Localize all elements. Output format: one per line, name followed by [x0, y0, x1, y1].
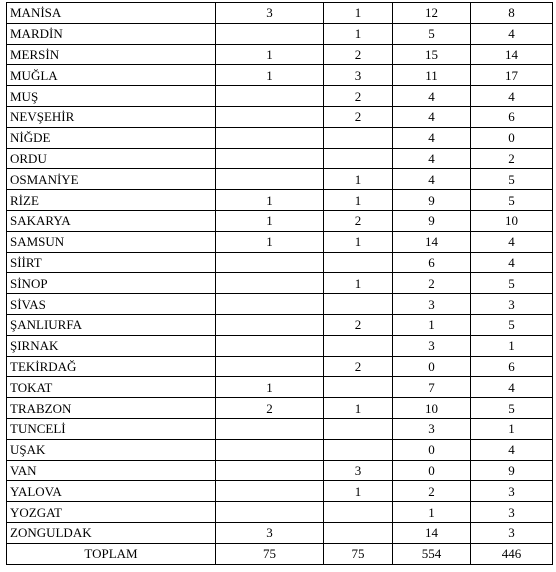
value-cell-4: 10 [471, 210, 553, 231]
value-cell-2: 2 [324, 86, 393, 107]
table-row [7, 148, 553, 169]
table-row [7, 335, 553, 356]
value-cell-2 [324, 439, 393, 460]
value-cell-3: 4 [393, 169, 471, 190]
value-cell-3: 3 [393, 294, 471, 315]
table-row [7, 86, 553, 107]
value-cell-4: 4 [471, 377, 553, 398]
table-row [7, 502, 553, 523]
value-cell-1: 1 [216, 65, 324, 86]
table-row [7, 460, 553, 481]
value-cell-1 [216, 86, 324, 107]
province-name: MUĞLA [7, 65, 216, 86]
province-name: SİNOP [7, 273, 216, 294]
value-cell-2: 3 [324, 65, 393, 86]
province-table [6, 2, 553, 565]
total-row [7, 543, 553, 564]
total-cell-1: 75 [216, 543, 324, 564]
value-cell-1: 3 [216, 522, 324, 543]
value-cell-4: 2 [471, 148, 553, 169]
value-cell-1 [216, 356, 324, 377]
value-cell-4: 5 [471, 314, 553, 335]
value-cell-1 [216, 252, 324, 273]
value-cell-1 [216, 314, 324, 335]
value-cell-3: 14 [393, 522, 471, 543]
province-name: MUŞ [7, 86, 216, 107]
table-row [7, 252, 553, 273]
value-cell-2 [324, 127, 393, 148]
table-row [7, 294, 553, 315]
table-row [7, 169, 553, 190]
value-cell-2 [324, 294, 393, 315]
table-row [7, 481, 553, 502]
value-cell-1 [216, 23, 324, 44]
value-cell-3: 15 [393, 44, 471, 65]
value-cell-1 [216, 148, 324, 169]
value-cell-3: 1 [393, 314, 471, 335]
table-body [7, 3, 553, 565]
total-cell-3: 554 [393, 543, 471, 564]
value-cell-2: 1 [324, 23, 393, 44]
table-row [7, 65, 553, 86]
province-name: ŞANLIURFA [7, 314, 216, 335]
table-row [7, 106, 553, 127]
value-cell-1: 1 [216, 377, 324, 398]
value-cell-1 [216, 294, 324, 315]
table-row [7, 314, 553, 335]
value-cell-4: 6 [471, 356, 553, 377]
value-cell-3: 9 [393, 210, 471, 231]
table-row [7, 356, 553, 377]
value-cell-2: 2 [324, 314, 393, 335]
value-cell-2 [324, 418, 393, 439]
value-cell-2: 1 [324, 398, 393, 419]
value-cell-1 [216, 418, 324, 439]
value-cell-3: 11 [393, 65, 471, 86]
value-cell-2: 2 [324, 356, 393, 377]
value-cell-4: 5 [471, 398, 553, 419]
table-row [7, 190, 553, 211]
value-cell-1: 3 [216, 3, 324, 24]
province-name: MANİSA [7, 3, 216, 24]
value-cell-3: 12 [393, 3, 471, 24]
total-cell-4: 446 [471, 543, 553, 564]
value-cell-1 [216, 439, 324, 460]
province-name: ORDU [7, 148, 216, 169]
value-cell-1 [216, 460, 324, 481]
value-cell-1 [216, 502, 324, 523]
table-row [7, 23, 553, 44]
province-name: SİİRT [7, 252, 216, 273]
value-cell-3: 2 [393, 273, 471, 294]
value-cell-3: 1 [393, 502, 471, 523]
value-cell-2 [324, 148, 393, 169]
value-cell-4: 9 [471, 460, 553, 481]
table-row [7, 3, 553, 24]
province-name: MARDİN [7, 23, 216, 44]
value-cell-3: 3 [393, 335, 471, 356]
table-row [7, 127, 553, 148]
value-cell-2 [324, 377, 393, 398]
value-cell-1 [216, 169, 324, 190]
value-cell-2 [324, 335, 393, 356]
value-cell-2: 2 [324, 44, 393, 65]
value-cell-1 [216, 127, 324, 148]
value-cell-3: 2 [393, 481, 471, 502]
table-row [7, 398, 553, 419]
value-cell-1: 2 [216, 398, 324, 419]
value-cell-3: 5 [393, 23, 471, 44]
value-cell-4: 4 [471, 252, 553, 273]
value-cell-4: 4 [471, 86, 553, 107]
value-cell-2: 1 [324, 481, 393, 502]
table-row [7, 44, 553, 65]
value-cell-1: 1 [216, 231, 324, 252]
table-row [7, 273, 553, 294]
province-name: ŞIRNAK [7, 335, 216, 356]
value-cell-2: 2 [324, 106, 393, 127]
value-cell-4: 0 [471, 127, 553, 148]
province-name: NEVŞEHİR [7, 106, 216, 127]
value-cell-3: 4 [393, 148, 471, 169]
value-cell-1: 1 [216, 210, 324, 231]
value-cell-3: 0 [393, 356, 471, 377]
province-name: NİĞDE [7, 127, 216, 148]
table-row [7, 522, 553, 543]
value-cell-4: 3 [471, 294, 553, 315]
value-cell-4: 4 [471, 231, 553, 252]
value-cell-3: 9 [393, 190, 471, 211]
value-cell-3: 4 [393, 127, 471, 148]
value-cell-3: 0 [393, 439, 471, 460]
value-cell-4: 3 [471, 502, 553, 523]
value-cell-2 [324, 252, 393, 273]
value-cell-3: 14 [393, 231, 471, 252]
value-cell-2: 2 [324, 210, 393, 231]
province-name: SİVAS [7, 294, 216, 315]
province-name: YALOVA [7, 481, 216, 502]
value-cell-3: 7 [393, 377, 471, 398]
value-cell-3: 6 [393, 252, 471, 273]
value-cell-3: 10 [393, 398, 471, 419]
province-name: TUNCELİ [7, 418, 216, 439]
value-cell-2 [324, 502, 393, 523]
province-name: RİZE [7, 190, 216, 211]
province-name: MERSİN [7, 44, 216, 65]
value-cell-4: 14 [471, 44, 553, 65]
value-cell-4: 6 [471, 106, 553, 127]
value-cell-2 [324, 522, 393, 543]
province-name: TOKAT [7, 377, 216, 398]
value-cell-4: 4 [471, 23, 553, 44]
province-name: UŞAK [7, 439, 216, 460]
value-cell-4: 8 [471, 3, 553, 24]
value-cell-2: 1 [324, 3, 393, 24]
value-cell-4: 5 [471, 169, 553, 190]
value-cell-1 [216, 106, 324, 127]
value-cell-1 [216, 335, 324, 356]
table-wrapper [6, 2, 553, 565]
total-label: TOPLAM [7, 543, 216, 564]
value-cell-4: 17 [471, 65, 553, 86]
table-row [7, 377, 553, 398]
table-row [7, 418, 553, 439]
value-cell-4: 3 [471, 481, 553, 502]
value-cell-2: 1 [324, 273, 393, 294]
province-name: OSMANİYE [7, 169, 216, 190]
value-cell-1: 1 [216, 190, 324, 211]
value-cell-4: 4 [471, 439, 553, 460]
value-cell-4: 5 [471, 190, 553, 211]
total-cell-2: 75 [324, 543, 393, 564]
value-cell-1 [216, 273, 324, 294]
value-cell-4: 5 [471, 273, 553, 294]
province-name: VAN [7, 460, 216, 481]
value-cell-3: 4 [393, 106, 471, 127]
province-name: TEKİRDAĞ [7, 356, 216, 377]
value-cell-4: 1 [471, 418, 553, 439]
value-cell-4: 3 [471, 522, 553, 543]
table-row [7, 210, 553, 231]
value-cell-1 [216, 481, 324, 502]
province-name: SAKARYA [7, 210, 216, 231]
table-row [7, 439, 553, 460]
province-name: YOZGAT [7, 502, 216, 523]
value-cell-3: 3 [393, 418, 471, 439]
value-cell-1: 1 [216, 44, 324, 65]
value-cell-4: 1 [471, 335, 553, 356]
value-cell-2: 3 [324, 460, 393, 481]
value-cell-3: 0 [393, 460, 471, 481]
table-row [7, 231, 553, 252]
value-cell-2: 1 [324, 169, 393, 190]
value-cell-2: 1 [324, 190, 393, 211]
value-cell-2: 1 [324, 231, 393, 252]
province-name: SAMSUN [7, 231, 216, 252]
province-name: ZONGULDAK [7, 522, 216, 543]
value-cell-3: 4 [393, 86, 471, 107]
province-name: TRABZON [7, 398, 216, 419]
